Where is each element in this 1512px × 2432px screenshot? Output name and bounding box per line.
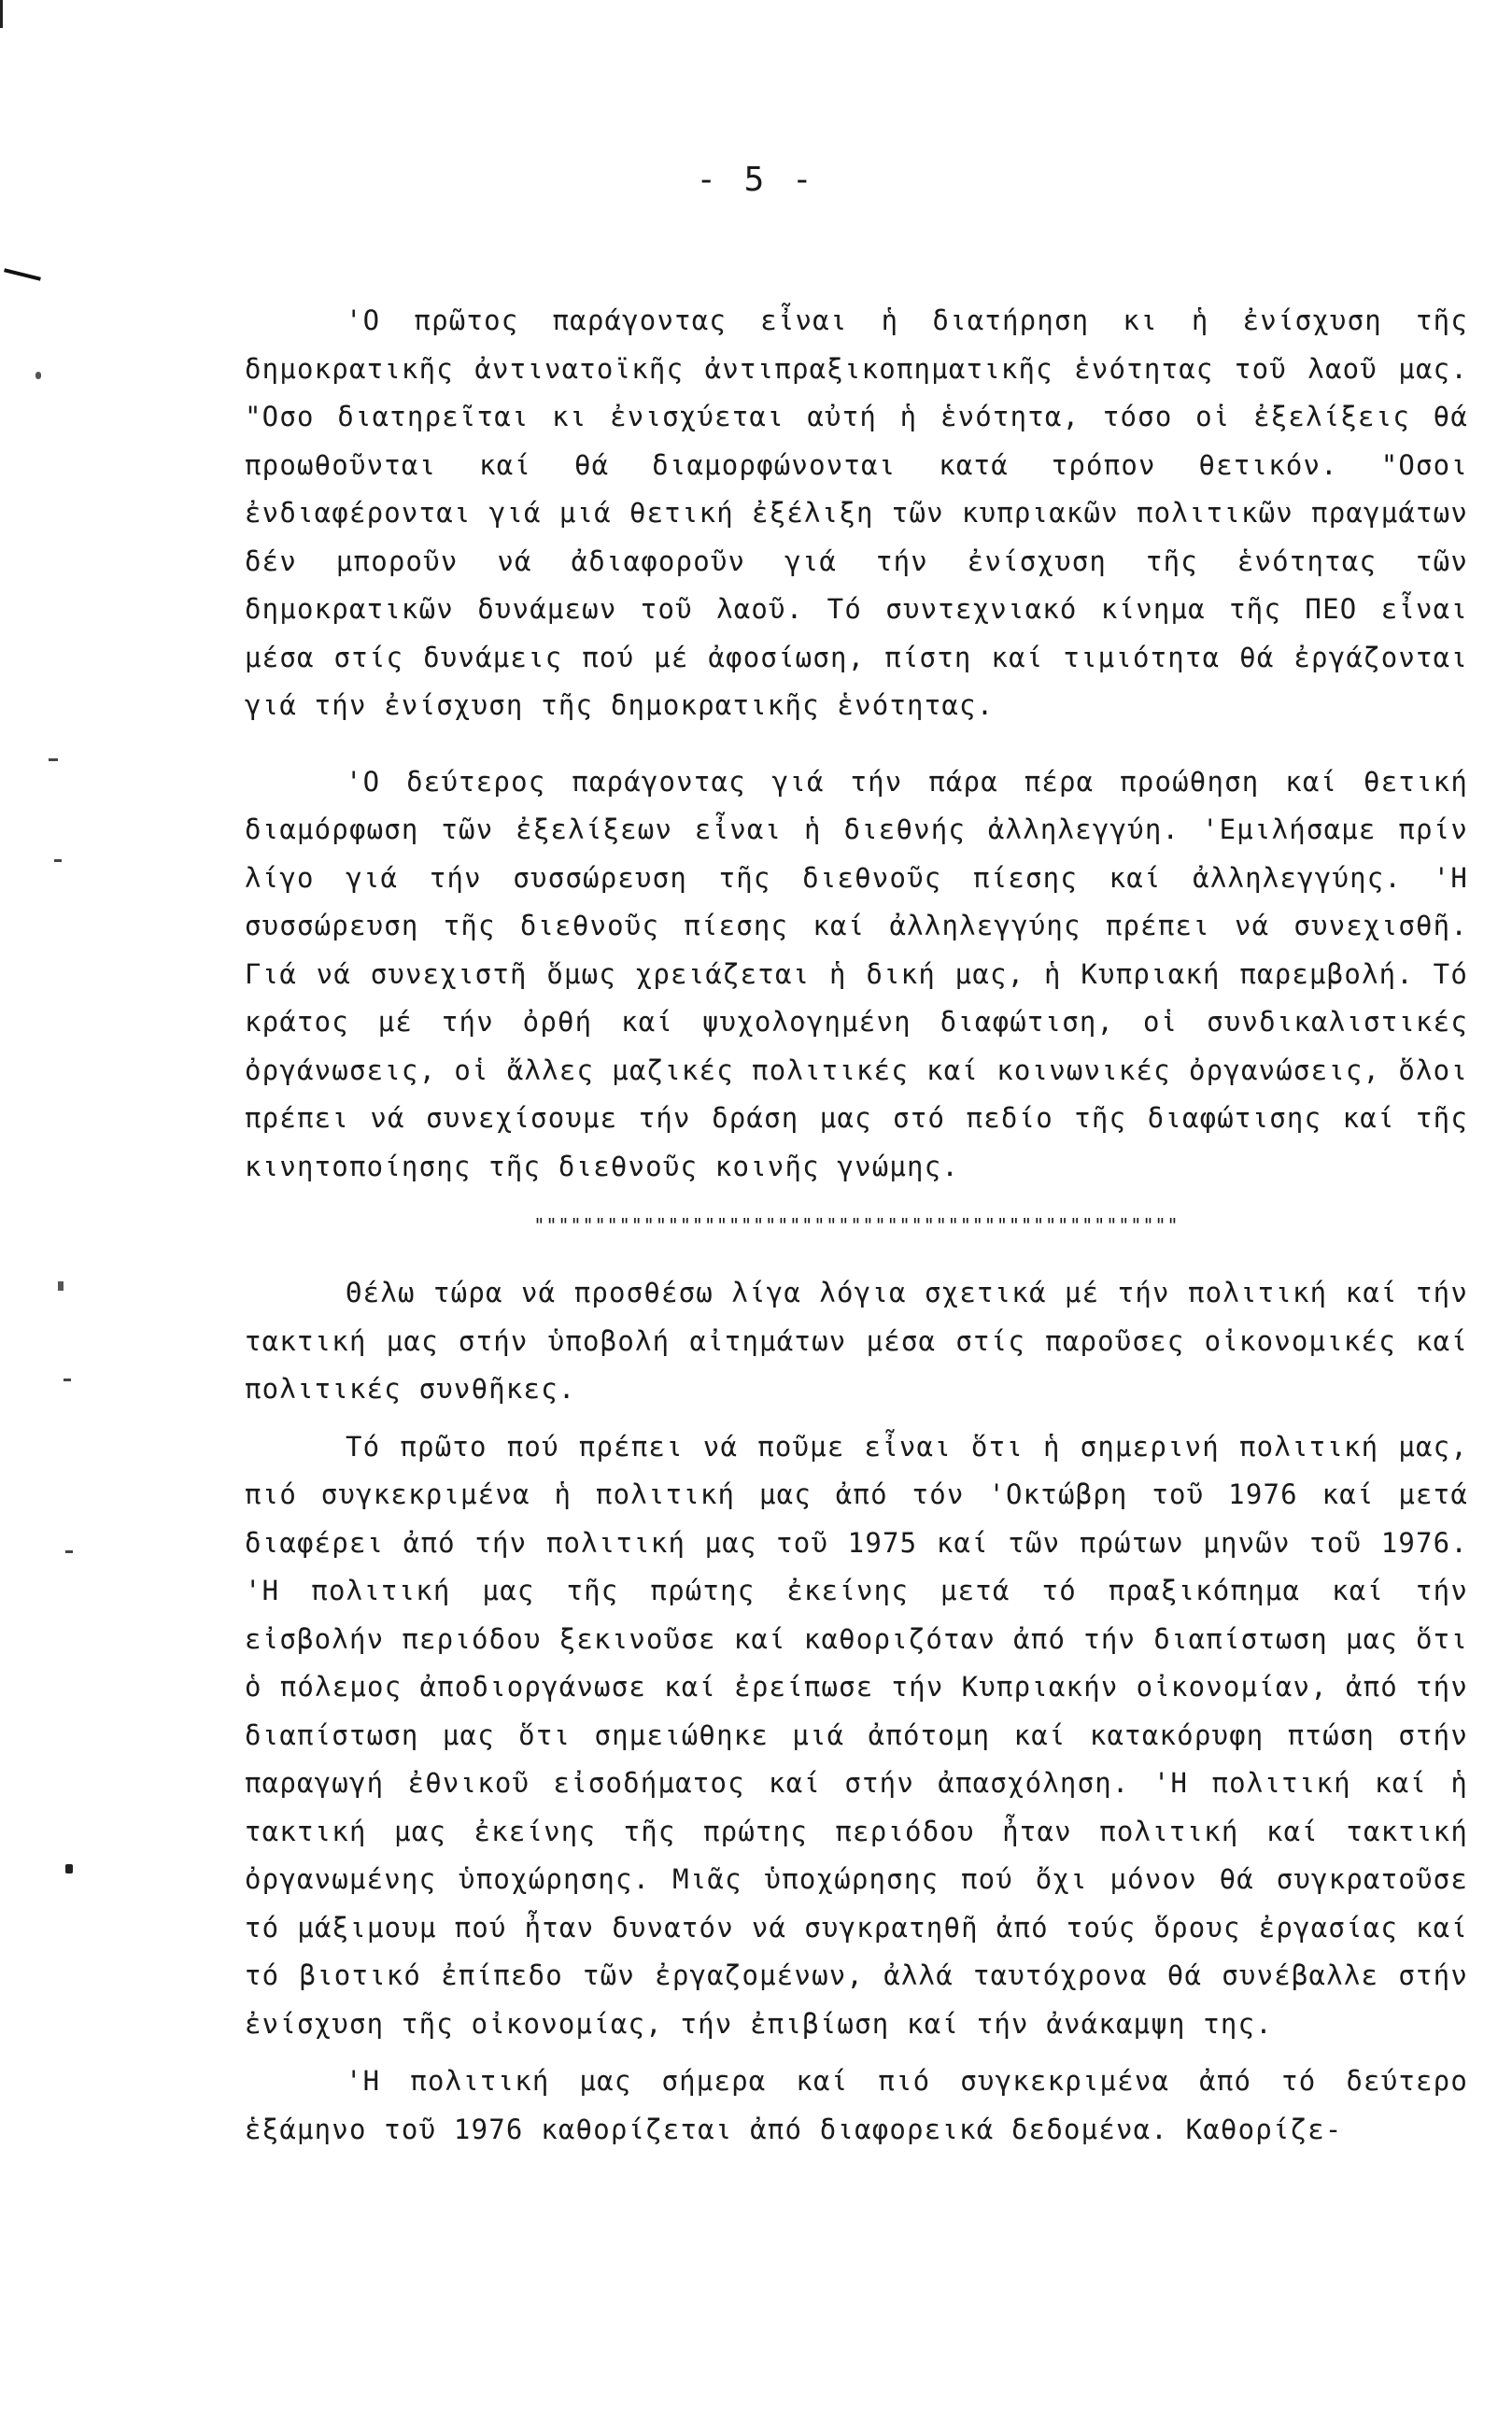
margin-mark	[0, 0, 3, 28]
paragraph-policy-today: 'Η πολιτική μας σήμερα καί πιό συγκεκριμένα ἀπό τό δεύτερο ἑξάμηνο τοῦ 1976 καθορίζεται ἀπό διαφορεικά δεδομένα. Καθορίζε-	[245, 2065, 1468, 2145]
paragraph-policy-since-1976: Τό πρῶτο πού πρέπει νά ποῦμε εἶναι ὅτι ἡ σημερινή πολιτική μας, πιό συγκεκριμένα ἡ πολιτική μας ἀπό τόν 'Οκτώβρη τοῦ 1976 καί μετά διαφέρει ἀπό τήν πολιτική μας τοῦ 1975 καί τῶν πρώτων μηνῶν τοῦ 1976. 'Η πολιτική μας τῆς πρώτης ἐκείνης μετά τό πραξικόπημα καί τήν εἰσβολήν περιόδου ξεκινοῦσε καί καθοριζόταν ἀπό τήν διαπίστωση μας ὅτι ὁ πόλεμος ἀποδιοργάνωσε καί ἐρείπωσε τήν Κυπριακήν οἰκονομίαν, ἀπό τήν διαπίστωση μας ὅτι σημειώθηκε μιά ἀπότομη καί κατακόρυφη πτώση στήν παραγωγή ἐθνικοῦ εἰσοδήματος καί στήν ἀπασχόληση. 'Η πολιτική καί ἡ τακτική μας ἐκείνης τῆς πρώτης περιόδου ἦταν πολιτική καί τακτική ὀργανωμένης ὑποχώρησης. Μιᾶς ὑποχώρησης πού ὄχι μόνον θά συγκρατοῦσε τό μάξιμουμ πού ἦταν δυνατόν νά συγκρατηθῆ ἀπό τούς ὅρους ἐργασίας καί τό βιοτικό ἐπίπεδο τῶν ἐργαζομένων, ἀλλά ταυτόχρονα θά συνέβαλλε στήν ἐνίσχυση τῆς οἰκονομίας, τήν ἐπιβίωση καί τήν ἀνάκαμψη της.	[245, 1430, 1468, 2040]
margin-mark	[58, 1281, 64, 1291]
paragraph-international-solidarity: 'Ο δεύτερος παράγοντας γιά τήν πάρα πέρα προώθηση καί θετική διαμόρφωση τῶν ἐξελίξεων εἶναι ἡ διεθνής ἀλληλεγγύη. 'Εμιλήσαμε πρίν λίγο γιά τήν συσσώρευση τῆς διεθνοῦς πίεσης καί ἀλληλεγγύης. 'Η συσσώρευση τῆς διεθνοῦς πίεσης καί ἀλληλεγγύης πρέπει νά συνεχισθῆ. Γιά νά συνεχιστῆ ὅμως χρειάζεται ἡ δική μας, ἡ Κυπριακή παρεμβολή. Τό κράτος μέ τήν ὀρθή καί ψυχολογημένη διαφώτιση, οἱ συνδικαλιστικές ὀργάνωσεις, οἱ ἄλλες μαζικές πολιτικές καί κοινωνικές ὀργανώσεις, ὅλοι πρέπει νά συνεχίσουμε τήν δράση μας στό πεδίο τῆς διαφώτισης καί τῆς κινητοποίησης τῆς διεθνοῦς κοινῆς γνώμης.	[245, 765, 1468, 1182]
margin-mark	[54, 859, 62, 862]
paragraph-demands-policy-intro: Θέλω τώρα νά προσθέσω λίγα λόγια σχετικά μέ τήν πολιτική καί τήν τακτική μας στήν ὑποβολή αἰτημάτων μέσα στίς παροῦσες οἰκονομικές καί πολιτικές συνθῆκες.	[245, 1277, 1468, 1405]
margin-mark	[49, 758, 58, 761]
margin-mark	[4, 268, 41, 281]
margin-mark	[65, 1864, 73, 1873]
document-body	[245, 297, 1468, 2154]
paragraph-democratic-unity: 'Ο πρῶτος παράγοντας εἶναι ἡ διατήρηση κι ἡ ἐνίσχυση τῆς δημοκρατικῆς ἀντινατοϊκῆς ἀντιπραξικοπηματικῆς ἑνότητας τοῦ λαοῦ μας. "Οσο διατηρεῖται κι ἐνισχύεται αὐτή ἡ ἑνότητα, τόσο οἱ ἐξελίξεις θά προωθοῦνται καί θά διαμορφώνονται κατά τρόπον θετικόν. "Οσοι ἐνδιαφέρονται γιά μιά θετική ἐξέλιξη τῶν κυπριακῶν πολιτικῶν πραγμάτων δέν μποροῦν νά ἀδιαφοροῦν γιά τήν ἐνίσχυση τῆς ἑνότητας τῶν δημοκρατικῶν δυνάμεων τοῦ λαοῦ. Τό συντεχνιακό κίνημα τῆς ΠΕΟ εἶναι μέσα στίς δυνάμεις πού μέ ἀφοσίωση, πίστη καί τιμιότητα θά ἐργάζονται γιά τήν ἐνίσχυση τῆς δημοκρατικῆς ἑνότητας.	[245, 304, 1468, 721]
margin-mark	[64, 1379, 71, 1381]
section-separator: """""""""""""""""""""""""""""""""""""""""""""""""""""	[533, 1214, 1180, 1237]
page-number: - 5 -	[696, 161, 816, 199]
margin-mark	[65, 1550, 73, 1553]
margin-mark	[35, 372, 41, 379]
